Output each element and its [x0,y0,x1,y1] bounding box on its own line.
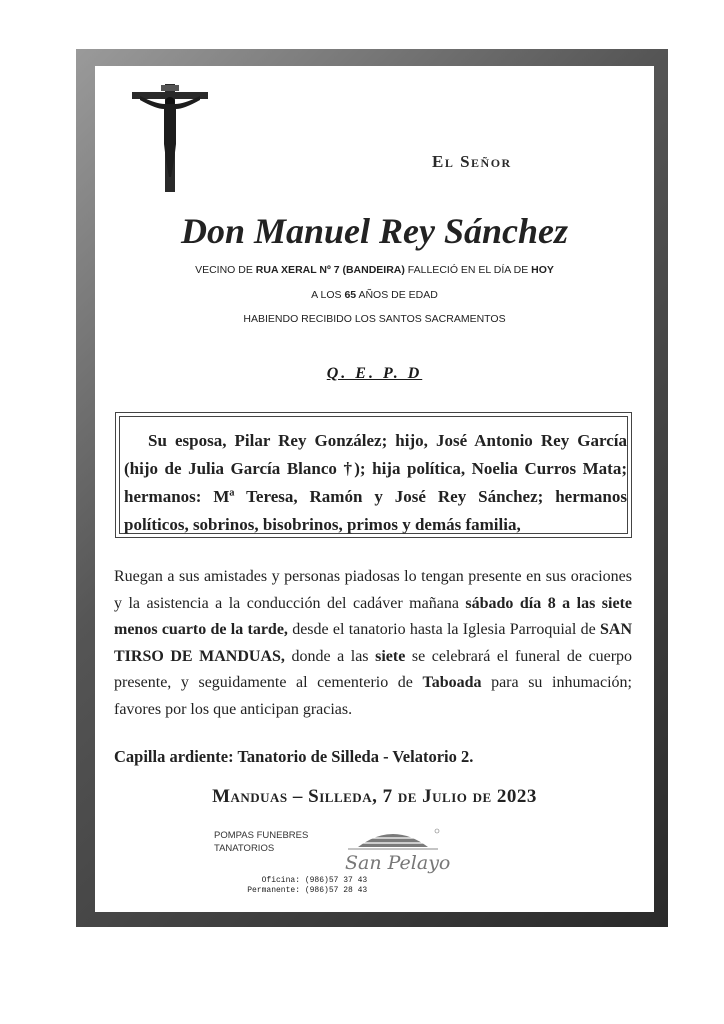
san-pelayo-logo-text: San Pelayo [345,852,451,874]
qepd-heading: Q. E. P. D [326,365,423,382]
family-box [115,412,632,538]
sacraments-line: HABIENDO RECIBIDO LOS SANTOS SACRAMENTOS [243,313,506,325]
capilla-ardiente: Capilla ardiente: Tanatorio de Silleda - Velatorio 2. [114,747,474,766]
place-date: Manduas – Silleda, 7 de Julio de 2023 [212,786,537,807]
age-line: A LOS 65 AÑOS DE EDAD [311,289,438,301]
deceased-name: Don Manuel Rey Sánchez [180,211,569,251]
phone-numbers: Oficina: (986)57 37 43 Permanente: (986)57 28 43 [247,876,368,895]
family-text: Su esposa, Pilar Rey González; hijo, José Antonio Rey García (hijo de Julia García Blanco †); hija política, Noelia Curros Mata; hermanos: Mª Teresa, Ramón y José Rey Sánchez; hermanos políticos, sobrinos, bisobrinos, primos y demás familia, [124,431,627,534]
title-el-senor: El Señor [432,152,512,171]
funeral-home-label: POMPAS FUNEBRES TANATORIOS [214,830,309,854]
crucifix-icon [130,82,210,194]
funeral-announcement: Ruegan a sus amistades y personas piadosas lo tengan presente en sus oraciones y la asistencia a la conducción del cadáver mañana sábado día 8 a las siete menos cuarto de la tarde, desde el tanatorio hasta la Iglesia Parroquial de SAN TIRSO DE MANDUAS, donde a las siete se celebrará el funeral de cuerpo presente, y seguidamente al cementerio de Taboada para su inhumación; favores por los que anticipan gracias. [114,568,633,718]
residence-line: VECINO DE RUA XERAL Nº 7 (BANDEIRA) FALLECIÓ EN EL DÍA DE HOY [195,264,554,276]
